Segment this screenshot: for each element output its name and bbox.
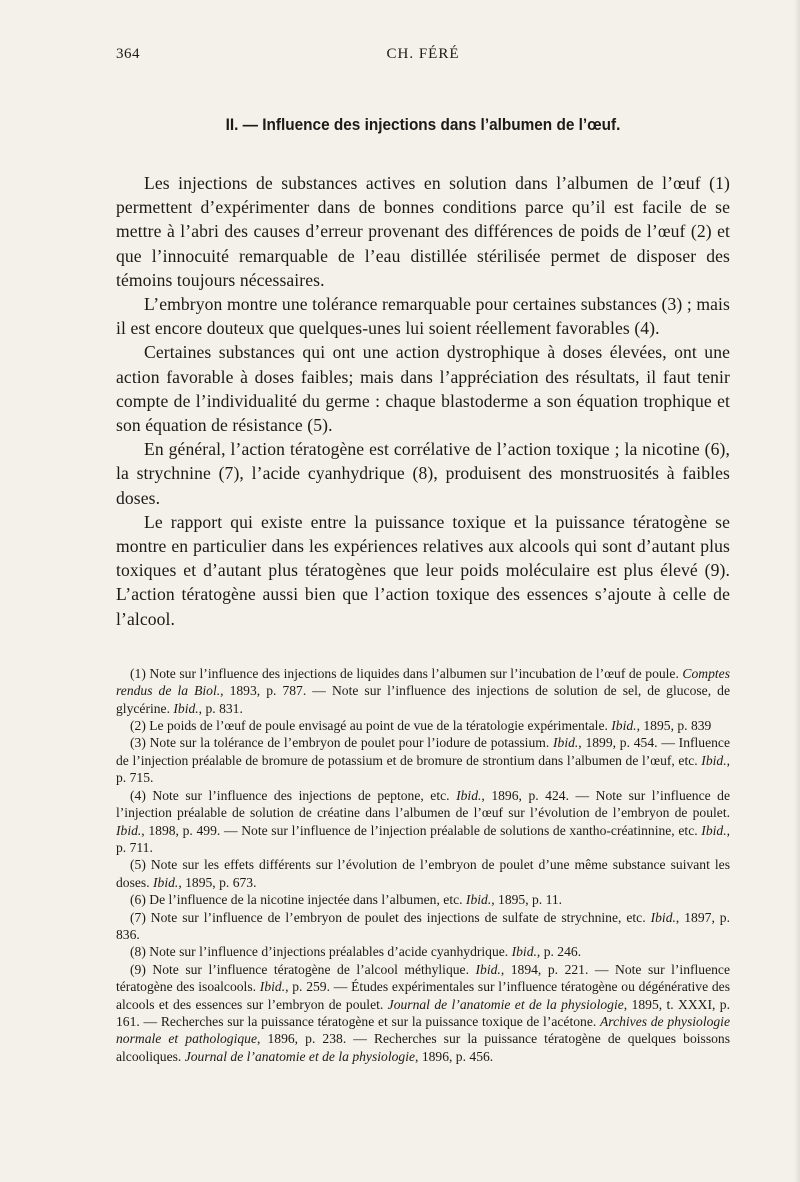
footnote-text: , 1896, p. 238. — Recherches sur la puissance tératogène de quelques boissons alcooliques. bbox=[116, 1031, 730, 1064]
footnote-text: (9) Note sur l’influence tératogène de l’alcool méthylique. bbox=[130, 961, 476, 977]
footnote-citation: Ibid. bbox=[456, 787, 482, 803]
footnote-text: (3) Note sur la tolérance de l’embryon de poulet pour l’iodure de potassium. bbox=[130, 735, 553, 751]
footnote-5 bbox=[116, 856, 730, 891]
footnote-text: , 1896, p. 456. bbox=[415, 1048, 494, 1064]
footnote-citation: Archives de physiologie normale et pathologique bbox=[116, 1013, 730, 1047]
body-text bbox=[116, 171, 730, 631]
footnote-citation: Ibid. bbox=[153, 874, 179, 890]
footnote-6 bbox=[116, 891, 730, 908]
page-content bbox=[116, 46, 730, 1065]
footnote-text: , 1896, p. 424. — Note sur l’influence de l’injection préalable de solution de créatine dans l’albumen de l’œuf sur l’évolution de l’embryon de poulet. bbox=[116, 787, 731, 821]
running-title: CH. FÉRÉ bbox=[386, 46, 460, 62]
footnote-text: (1) Note sur l’influence des injections de liquides dans l’albumen sur l’incubation de l’œuf de poule. bbox=[130, 665, 683, 681]
footnote-text: , p. 715. bbox=[116, 752, 730, 786]
paragraph: Le rapport qui existe entre la puissance toxique et la puissance tératogène se montre en particulier dans les expériences relatives aux alcools qui sont d’autant plus toxiques et d’autant plus tératogènes que leur poids moléculaire est plus élevé (9). L’action tératogène aussi bien que l’action toxique des essences s’ajoute à celle de l’alcool. bbox=[116, 511, 730, 629]
footnote-citation: Journal de l’anatomie et de la physiologie bbox=[184, 1048, 416, 1064]
footnote-9 bbox=[116, 961, 730, 1065]
footnote-citation: Ibid. bbox=[116, 822, 142, 838]
footnote-text: , 1895, p. 673. bbox=[178, 874, 257, 890]
footnote-citation: Ibid. bbox=[553, 735, 579, 751]
page-fold-shadow bbox=[794, 0, 800, 1182]
footnote-citation: Ibid. bbox=[465, 892, 492, 908]
footnote-text: , 1895, p. 839 bbox=[636, 718, 712, 734]
footnote-3 bbox=[116, 734, 730, 786]
footnote-text: (5) Note sur les effets différents sur l’évolution de l’embryon de poulet d’une même substance suivant les doses. bbox=[116, 857, 730, 890]
footnote-8 bbox=[116, 943, 730, 960]
footnote-citation: Ibid. bbox=[611, 718, 637, 734]
footnote-citation: Ibid. bbox=[259, 979, 286, 995]
footnote-text: , 1893, p. 787. — Note sur l’influence des injections de solution de sel, de glucose, de glycérine. bbox=[116, 683, 730, 716]
paragraph: L’embryon montre une tolérance remarquable pour certaines substances (3) ; mais il est encore douteux que quelques-unes lui soient réellement favorables (4). bbox=[116, 294, 730, 339]
footnote-citation: Ibid. bbox=[701, 752, 727, 768]
footnote-7 bbox=[116, 909, 730, 944]
footnote-text: , p. 831. bbox=[198, 700, 243, 716]
footnote-citation: Comptes rendus de la Biol. bbox=[116, 665, 730, 699]
footnote-text: , p. 259. — Études expérimentales sur l’influence tératogène ou dégénérative des alcools et des essences sur l’embryon de poulet. bbox=[116, 979, 730, 1012]
footnote-citation: Ibid. bbox=[475, 961, 501, 977]
paragraph: Certaines substances qui ont une action dystrophique à doses élevées, ont une action favorable à doses faibles; mais dans l’appréciation des résultats, il faut tenir compte de l’individualité du germe : chaque blastoderme a son équation trophique et son équation de résistance (5). bbox=[116, 342, 730, 436]
footnote-text: (6) De l’influence de la nicotine injectée dans l’albumen, etc. bbox=[130, 892, 466, 908]
footnote-text: (8) Note sur l’influence d’injections préalables d’acide cyanhydrique. bbox=[130, 944, 512, 960]
footnote-text: , 1895, t. XXXI, p. 161. — Recherches sur la puissance tératogène et sur la puissance toxique de l’acétone. bbox=[116, 996, 730, 1029]
footnote-text: , 1895, p. 11. bbox=[491, 892, 563, 908]
footnote-1 bbox=[116, 665, 730, 717]
footnote-text: , p. 246. bbox=[536, 944, 582, 960]
footnote-text: (7) Note sur l’influence de l’embryon de poulet des injections de sulfate de strychnine, etc. bbox=[130, 909, 651, 925]
footnote-text: , p. 711. bbox=[116, 822, 730, 855]
footnote-text: , 1899, p. 454. — Influence de l’injection préalable de bromure de potassium et de bromure de strontium dans l’albumen de l’œuf, etc. bbox=[116, 735, 730, 768]
footnote-citation: Journal de l’anatomie et de la physiologie bbox=[387, 996, 624, 1012]
footnote-citation: Ibid. bbox=[650, 909, 676, 925]
footnote-citation: Ibid. bbox=[173, 700, 199, 716]
footnote-text: , 1898, p. 499. — Note sur l’influence de l’injection préalable de solutions de xantho-créatinnine, etc. bbox=[141, 822, 702, 838]
section-heading: II. — Influence des injections dans l’albumen de l’œuf. bbox=[225, 116, 621, 134]
footnote-4 bbox=[116, 787, 730, 857]
page-number: 364 bbox=[116, 46, 140, 62]
footnote-citation: Ibid. bbox=[701, 822, 727, 838]
running-head bbox=[116, 46, 730, 74]
footnote-text: (4) Note sur l’influence des injections de peptone, etc. bbox=[130, 787, 457, 803]
paragraph: En général, l’action tératogène est corrélative de l’action toxique ; la nicotine (6), la strychnine (7), l’acide cyanhydrique (8), produisent des monstruosités à faibles doses. bbox=[116, 439, 730, 508]
footnote-text: (2) Le poids de l’œuf de poule envisagé au point de vue de la tératologie expérimentale. bbox=[130, 718, 612, 734]
footnote-text: , 1894, p. 221. — Note sur l’influence tératogène des isoalcools. bbox=[116, 961, 730, 995]
footnote-2 bbox=[116, 717, 730, 734]
footnotes bbox=[116, 665, 730, 1065]
footnote-citation: Ibid. bbox=[511, 944, 537, 960]
paragraph: Les injections de substances actives en solution dans l’albumen de l’œuf (1) permettent d’expérimenter dans de bonnes conditions parce qu’il est facile de se mettre à l’abri des causes d’erreur provenant des différences de poids de l’œuf (2) et que l’innocuité remarquable de l’eau distillée stérilisée permet de disposer des témoins toujours nécessaires. bbox=[116, 173, 730, 290]
footnote-text: , 1897, p. 836. bbox=[116, 909, 730, 942]
